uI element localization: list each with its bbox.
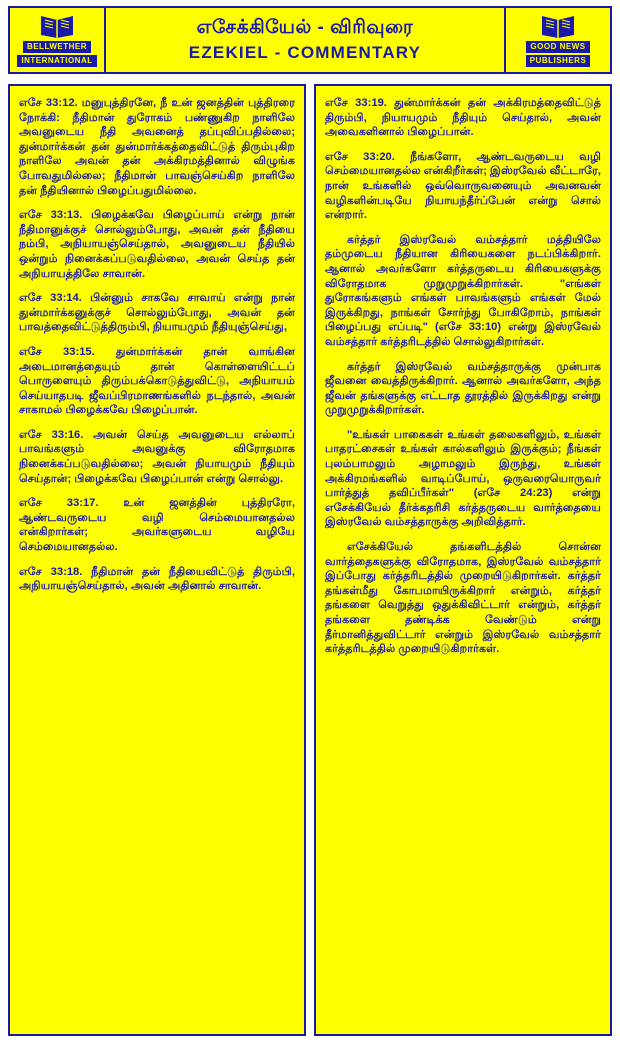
header-titles [106,8,504,72]
paragraph: கர்த்தர் இஸ்ரவேல் வம்சத்தார் மத்தியிலே தம்முடைய நீதியான கிரியைகளை நடப்பிக்கிறார். ஆனால் அவர்களோ கர்த்தருடைய கிரியைகளுக்கு விரோதமாக முறுமுறுக்கிறார்கள். "எங்கள் துரோகங்களும் எங்கள் பாவங்களும் எங்கள் மேல் இருக்கிறது, நாங்கள் சோர்ந்து போகிறோம், நாங்கள் பிழைப்பது எப்படி" (எசே 33:10) என்று இஸ்ரவேல் வம்சத்தார் கர்த்தரிடத்தில் சொல்லுகிறார்கள். [325,233,601,348]
paragraph: எசே 33:14. பின்னும் சாகவே சாவாய் என்று நான் துன்மார்க்கனுக்குச் சொல்லும்போது, அவன் தன் பாவத்தைவிட்டுத்திரும்பி, நியாயமும் நீதியுஞ்செய்து, [19,292,295,334]
open-book-icon [37,12,77,38]
document-body [8,84,612,1036]
paragraph: எசே 33:19. துன்மார்க்கன் தன் அக்கிரமத்தைவிட்டுத் திரும்பி, நியாயமும் நீதியும் செய்தால், அவன் அவைகளினால் பிழைப்பான். [325,97,601,139]
paragraph: எசே 33:12. மனுபுத்திரனே, நீ உன் ஜனத்தின் புத்திரரை நோக்கி: நீதிமான் துரோகம் பண்ணுகிற நாளிலே அவனுடைய நீதி அவனைத் தப்புவிப்பதில்லை; துன்மார்க்கன் தன் துன்மார்க்கத்தைவிட்டுத் திரும்புகிற நாளிலே அவன் தன் அக்கிரமத்தினால் விழுங்க போவதுமில்லை; நீதிமான் பாவஞ்செய்கிற நாளிலே தன் நீதியினால் பிழைப்பதுமில்லை. [19,97,295,197]
open-book-icon [538,12,578,38]
text-column-left [8,84,306,1036]
left-logo-line2: INTERNATIONAL [17,55,96,67]
paragraph: கர்த்தர் இஸ்ரவேல் வம்சத்தாருக்கு முன்பாக ஜீவனை வைத்திருக்கிறார். ஆனால் அவர்களோ, அந்த ஜீவன் தங்களுக்கு எட்டாத தூரத்தில் இருக்கிறது என்று முறுமுறுக்கிறார்கள். [325,360,601,417]
right-logo-line2: PUBLISHERS [526,55,591,67]
left-logo-line1: BELLWETHER [23,41,91,53]
paragraph: எசேக்கியேல் தங்களிடத்தில் சொன்ன வார்த்தைகளுக்கு விரோதமாக, இஸ்ரவேல் வம்சத்தார் இப்போது கர்த்தரிடத்தில் முறையிடுகிறார்கள். கர்த்தர் தங்கள்மீது கோபமாயிருக்கிறார் என்றும், கர்த்தர் தங்களை வெறுத்து ஒதுக்கிவிட்டார் என்றும், கர்த்தர் தங்களை தண்டிக்க வேண்டும் என்று தீர்மானித்துவிட்டார் என்றும் இஸ்ரவேல் வம்சத்தார் கர்த்தரிடத்தில் முறையிடுகிறார்கள். [325,541,601,656]
page-title-tamil: எசேக்கியேல் - விரிவுரை [196,17,414,38]
paragraph: எசே 33:17. உன் ஜனத்தின் புத்திரரோ, ஆண்டவருடைய வழி செம்மையானதல்ல என்கிறார்கள்; அவர்களுடைய வழியே செம்மையானதல்ல. [19,497,295,554]
paragraph: எசே 33:15. துன்மார்க்கன் தான் வாங்கின அடைமானத்தையும் தான் கொள்ளையிட்டப் பொருளையும் திரும்பக்கொடுத்துவிட்டு, அநியாயம் செய்யாதபடி ஜீவப்பிரமாணங்களில் நடந்தால், அவன் சாகாமல் பிழைக்கவே பிழைப்பான். [19,345,295,417]
page-title-english: EZEKIEL - COMMENTARY [188,43,422,62]
paragraph: எசே 33:18. நீதிமான் தன் நீதியைவிட்டுத் திரும்பி, அநியாயஞ்செய்தால், அவன் அதினால் சாவான். [19,565,295,593]
paragraph: எசே 33:13. பிழைக்கவே பிழைப்பாய் என்று நான் நீதிமானுக்குச் சொல்லும்போது, அவன் தன் நீதியை நம்பி, அநியாயஞ்செய்தால், அவனுடைய நீதியில் ஒன்றும் நினைக்கப்படுவதில்லை, அவன் செய்த தன் அநியாயத்திலே சாவான். [19,209,295,280]
publisher-logo-left [10,8,106,72]
publisher-logo-right [504,8,610,72]
paragraph: "உங்கள் பாகைகள் உங்கள் தலைகளிலும், உங்கள் பாதரட்சைகள் உங்கள் கால்களிலும் இருக்கும்; நீங்கள் புலம்பாமலும் அழாமலும் இருந்து, உங்கள் அக்கிரமங்களில் வாடிப்போய், ஒருவரையொருவர் பார்த்துத் தவிப்பீர்கள்" (எசே 24:23) என்று எசேக்கியேல் தீர்க்கதரிசி கர்த்தருடைய வார்த்தையை இஸ்ரவேல் வம்சத்தாருக்கு அறிவித்தார். [325,428,601,529]
document-header [8,6,612,74]
paragraph: எசே 33:16. அவன் செய்த அவனுடைய எல்லாப் பாவங்களும் அவனுக்கு விரோதமாக நினைக்கப்படுவதில்லை; அவன் நியாயமும் நீதியும் செய்தான்; பிழைக்கவே பிழைப்பான் என்று சொல்லு. [19,428,295,485]
paragraph: எசே 33:20. நீங்களோ, ஆண்டவருடைய வழி செம்மையானதல்ல என்கிறீர்கள்; இஸ்ரவேல் வீட்டாரே, நான் உங்களில் ஒவ்வொருவனையும் அவனவன் வழிகளின்படியே நியாயந்தீர்ப்பேன் என்று சொல் என்றார். [325,150,601,222]
right-logo-line1: GOOD NEWS [526,41,589,53]
text-column-right [314,84,612,1036]
